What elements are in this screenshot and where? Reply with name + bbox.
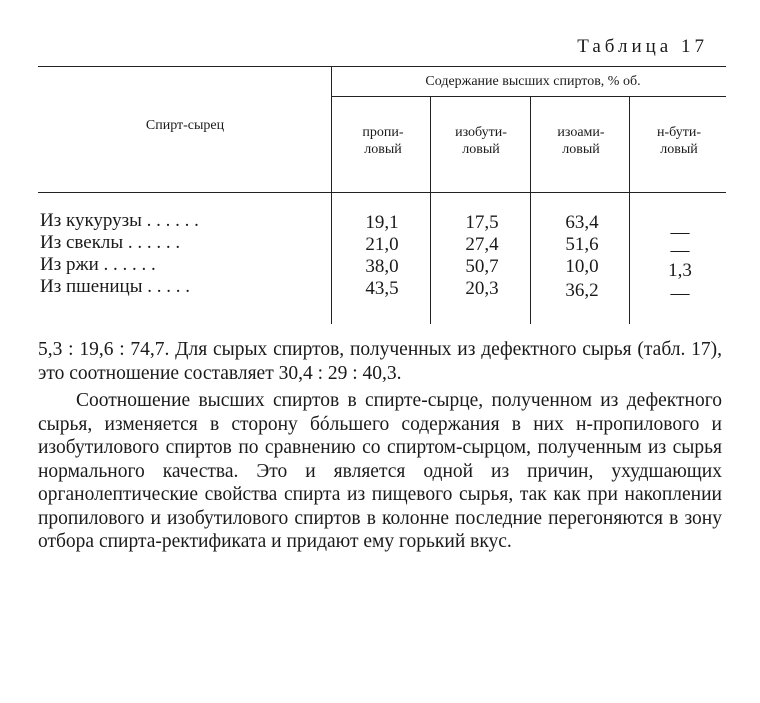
paragraph-ratio: 5,3 : 19,6 : 74,7. Для сырых спиртов, полученных из дефектного сырья (табл. 17), это соотношение составляет 30,4 : 29 : 40,3. [38,339,722,384]
table-top-rule [38,66,726,67]
row-label-wheat: Из пшеницы . . . . . [40,276,190,297]
cell-rye-isobutyl: 50,7 [465,256,499,277]
cell-wheat-isoamyl: 36,2 [565,280,599,301]
cell-corn-isobutyl: 17,5 [465,212,499,233]
col-divider-1 [430,96,431,324]
body-text [38,338,722,554]
cell-rye-isoamyl: 10,0 [565,256,599,277]
cell-beet-isoamyl: 51,6 [565,234,599,255]
col-header-isobutyl: изобути-ловый [455,125,507,157]
cell-wheat-propyl: 43,5 [365,278,399,299]
row-label-beet: Из свеклы . . . . . . [40,232,181,253]
cell-wheat-nbutyl: — [670,283,690,304]
row-header: Спирт-сырец [145,118,225,133]
col-header-nbutyl: н-бути-ловый [656,125,702,157]
table-caption: Таблица 17 [577,36,708,57]
cell-beet-propyl: 21,0 [365,234,399,255]
cell-rye-nbutyl: 1,3 [668,260,692,281]
header-bottom-rule [38,192,726,193]
cell-beet-nbutyl: — [670,240,690,261]
cell-corn-nbutyl: — [670,222,690,243]
cell-corn-propyl: 19,1 [365,212,399,233]
col-header-propyl: пропи-ловый [362,125,404,157]
cell-wheat-isobutyl: 20,3 [465,278,499,299]
col-divider-2 [530,96,531,324]
cell-beet-isobutyl: 27,4 [465,234,499,255]
paragraph-main: Соотношение высших спиртов в спирте-сырце, полученном из дефектного сырья, изменяется в сторону бóльшего содержания в них н-пропилового и изобутилового спиртов по сравнению со спиртом-сырцом, полученным из сырья нормального качества. Это и является одной из причин, ухудшающих органолептические свойства спирта из пищевого сырья, так как при накоплении пропилового и изобутилового спиртов в колонне последние перегоняются в зону отбора спирта-ректификата и придают ему горький вкус. [38,390,722,552]
col-header-isoamyl: изоами-ловый [557,125,605,157]
cell-rye-propyl: 38,0 [365,256,399,277]
stub-divider [331,66,332,324]
col-divider-3 [629,96,630,324]
group-header-rule [332,96,726,97]
group-header: Содержание высших спиртов, % об. [425,74,641,89]
cell-corn-isoamyl: 63,4 [565,212,599,233]
row-label-rye: Из ржи . . . . . . [40,254,156,275]
row-label-corn: Из кукурузы . . . . . . [40,210,199,231]
